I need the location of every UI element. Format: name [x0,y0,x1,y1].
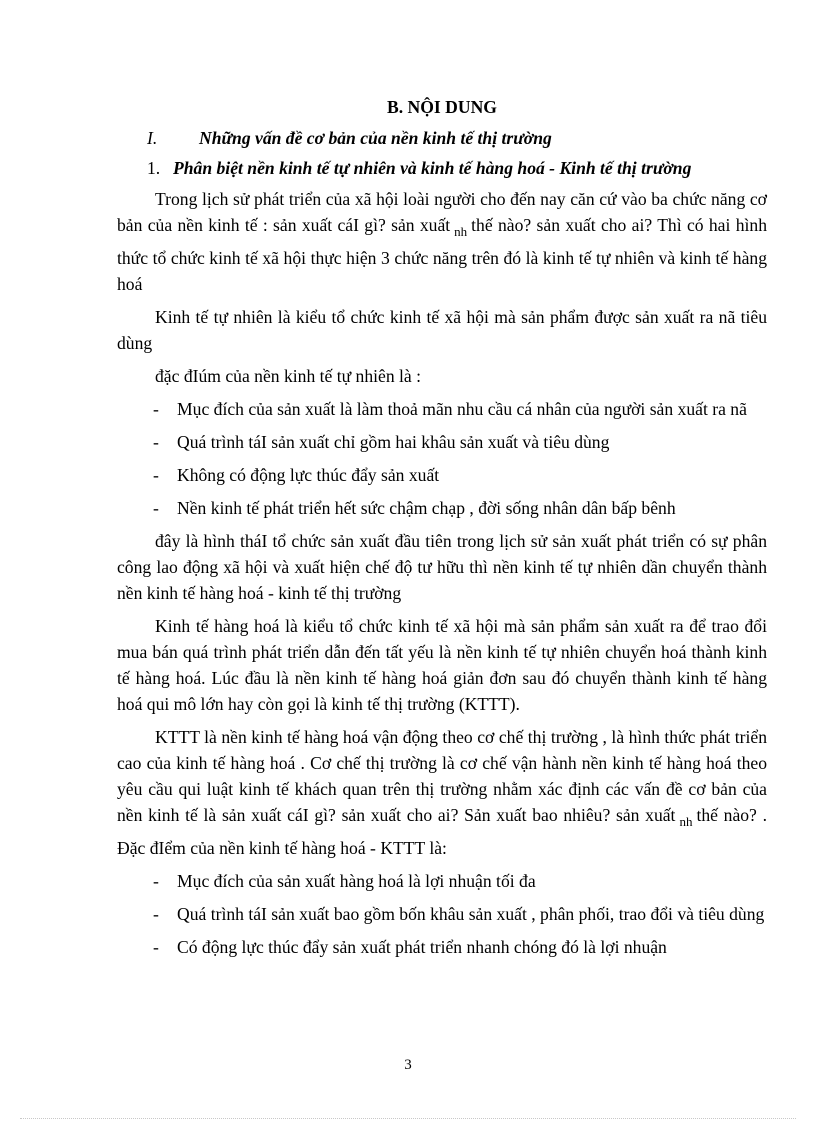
subsection-number: 1. [147,158,161,178]
list-item [117,934,767,960]
paragraph-5: Kinh tế hàng hoá là kiểu tổ chức kinh tế xã hội mà sản phẩm sản xuất ra để trao đổi mua bán quá trình phát triển dẫn đến tất yếu là nền kinh tế tự nhiên chuyển hoá thành kinh tế hàng hoá. Lúc đầu là nền kinh tế hàng hoá giản đơn sau đó chuyển thành kinh tế hàng hoá qui mô lớn hay còn gọi là kinh tế thị trường (KTTT). [117,616,767,714]
page-number: 3 [404,1057,412,1073]
paragraph-4: đây là hình tháI tổ chức sản xuất đầu tiên trong lịch sử sản xuất phát triển có sự phân công lao động xã hội và xuất hiện chế độ tư hữu thì nền kinh tế tự nhiên dần chuyển thành nền kinh tế hàng hoá - kinh tế thị trường [117,531,767,603]
section-heading-1 [117,126,767,150]
list-item [117,462,767,488]
subscript-nh: nh [679,814,693,829]
list-item [117,495,767,521]
section-title: Những vấn đề cơ bản của nền kinh tế thị trường [199,128,552,148]
subsection-title: Phân biệt nền kinh tế tự nhiên và kinh tế hàng hoá - Kinh tế thị trường [173,158,692,178]
bullet-dash: - [153,465,159,485]
paragraph-6-text-b: thế nào? . Đặc đIểm của nền kinh tế hàng hoá - KTTT là: [117,805,767,858]
list-item [117,396,767,422]
paragraph-1-text-b: thế nào? sản xuất cho ai? Thì có hai hình thức tổ chức kinh tế xã hội thực hiện 3 chức năng trên đó là kinh tế tự nhiên và kinh tế hàng hoá [117,215,767,294]
subsection-heading-1 [117,156,767,180]
bullet-dash: - [153,432,159,452]
page-bottom-divider [20,1118,796,1119]
paragraph-3: đặc đIúm của nền kinh tế tự nhiên là : [155,366,422,386]
list-item [117,868,767,894]
bullet-dash: - [153,937,159,957]
page-title: B. NỘI DUNG [387,97,497,117]
list-item [117,429,767,455]
list-item-text: Quá trình táI sản xuất bao gồm bốn khâu sản xuất , phân phối, trao đổi và tiêu dùng [177,904,765,924]
list-item-text: Quá trình táI sản xuất chỉ gồm hai khâu sản xuất và tiêu dùng [177,432,610,452]
bullet-dash: - [153,498,159,518]
paragraph-6 [117,724,767,861]
bullet-dash: - [153,399,159,419]
list-item [117,901,767,927]
paragraph-6-text-a: KTTT là nền kinh tế hàng hoá vận động theo cơ chế thị trường , là hình thức phát triển cao của kinh tế hàng hoá . Cơ chế thị trường là cơ chế vận hành nền kinh tế hàng hoá theo yêu cầu qui luật kinh tế khách quan trên thị trường nhằm xác định các vấn đề cơ bản của nền kinh tế là sản xuất cáI gì? sản xuất cho ai? Sản xuất bao nhiêu? sản xuất [117,727,767,825]
paragraph-2: Kinh tế tự nhiên là kiểu tổ chức kinh tế xã hội mà sản phẩm được sản xuất ra nã tiêu dùng [117,307,767,353]
section-number: I. [147,128,158,148]
list-item-text: Nền kinh tế phát triển hết sức chậm chạp , đời sống nhân dân bấp bênh [177,498,676,518]
paragraph-1 [117,186,767,297]
bullet-dash: - [153,904,159,924]
list-item-text: Mục đích của sản xuất là làm thoả mãn nhu cầu cá nhân của người sản xuất ra nã [177,399,747,419]
list-item-text: Không có động lực thúc đẩy sản xuất [177,465,440,485]
subscript-nh: nh [454,224,468,239]
list-item-text: Có động lực thúc đẩy sản xuất phát triển nhanh chóng đó là lợi nhuận [177,937,667,957]
bullet-dash: - [153,871,159,891]
paragraph-1-text-a: Trong lịch sử phát triển của xã hội loài người cho đến nay căn cứ vào ba chức năng cơ bản của nền kinh tế : sản xuất cáI gì? sản xuất [117,189,767,235]
list-item-text: Mục đích của sản xuất hàng hoá là lợi nhuận tối đa [177,871,536,891]
page-content [117,96,767,967]
